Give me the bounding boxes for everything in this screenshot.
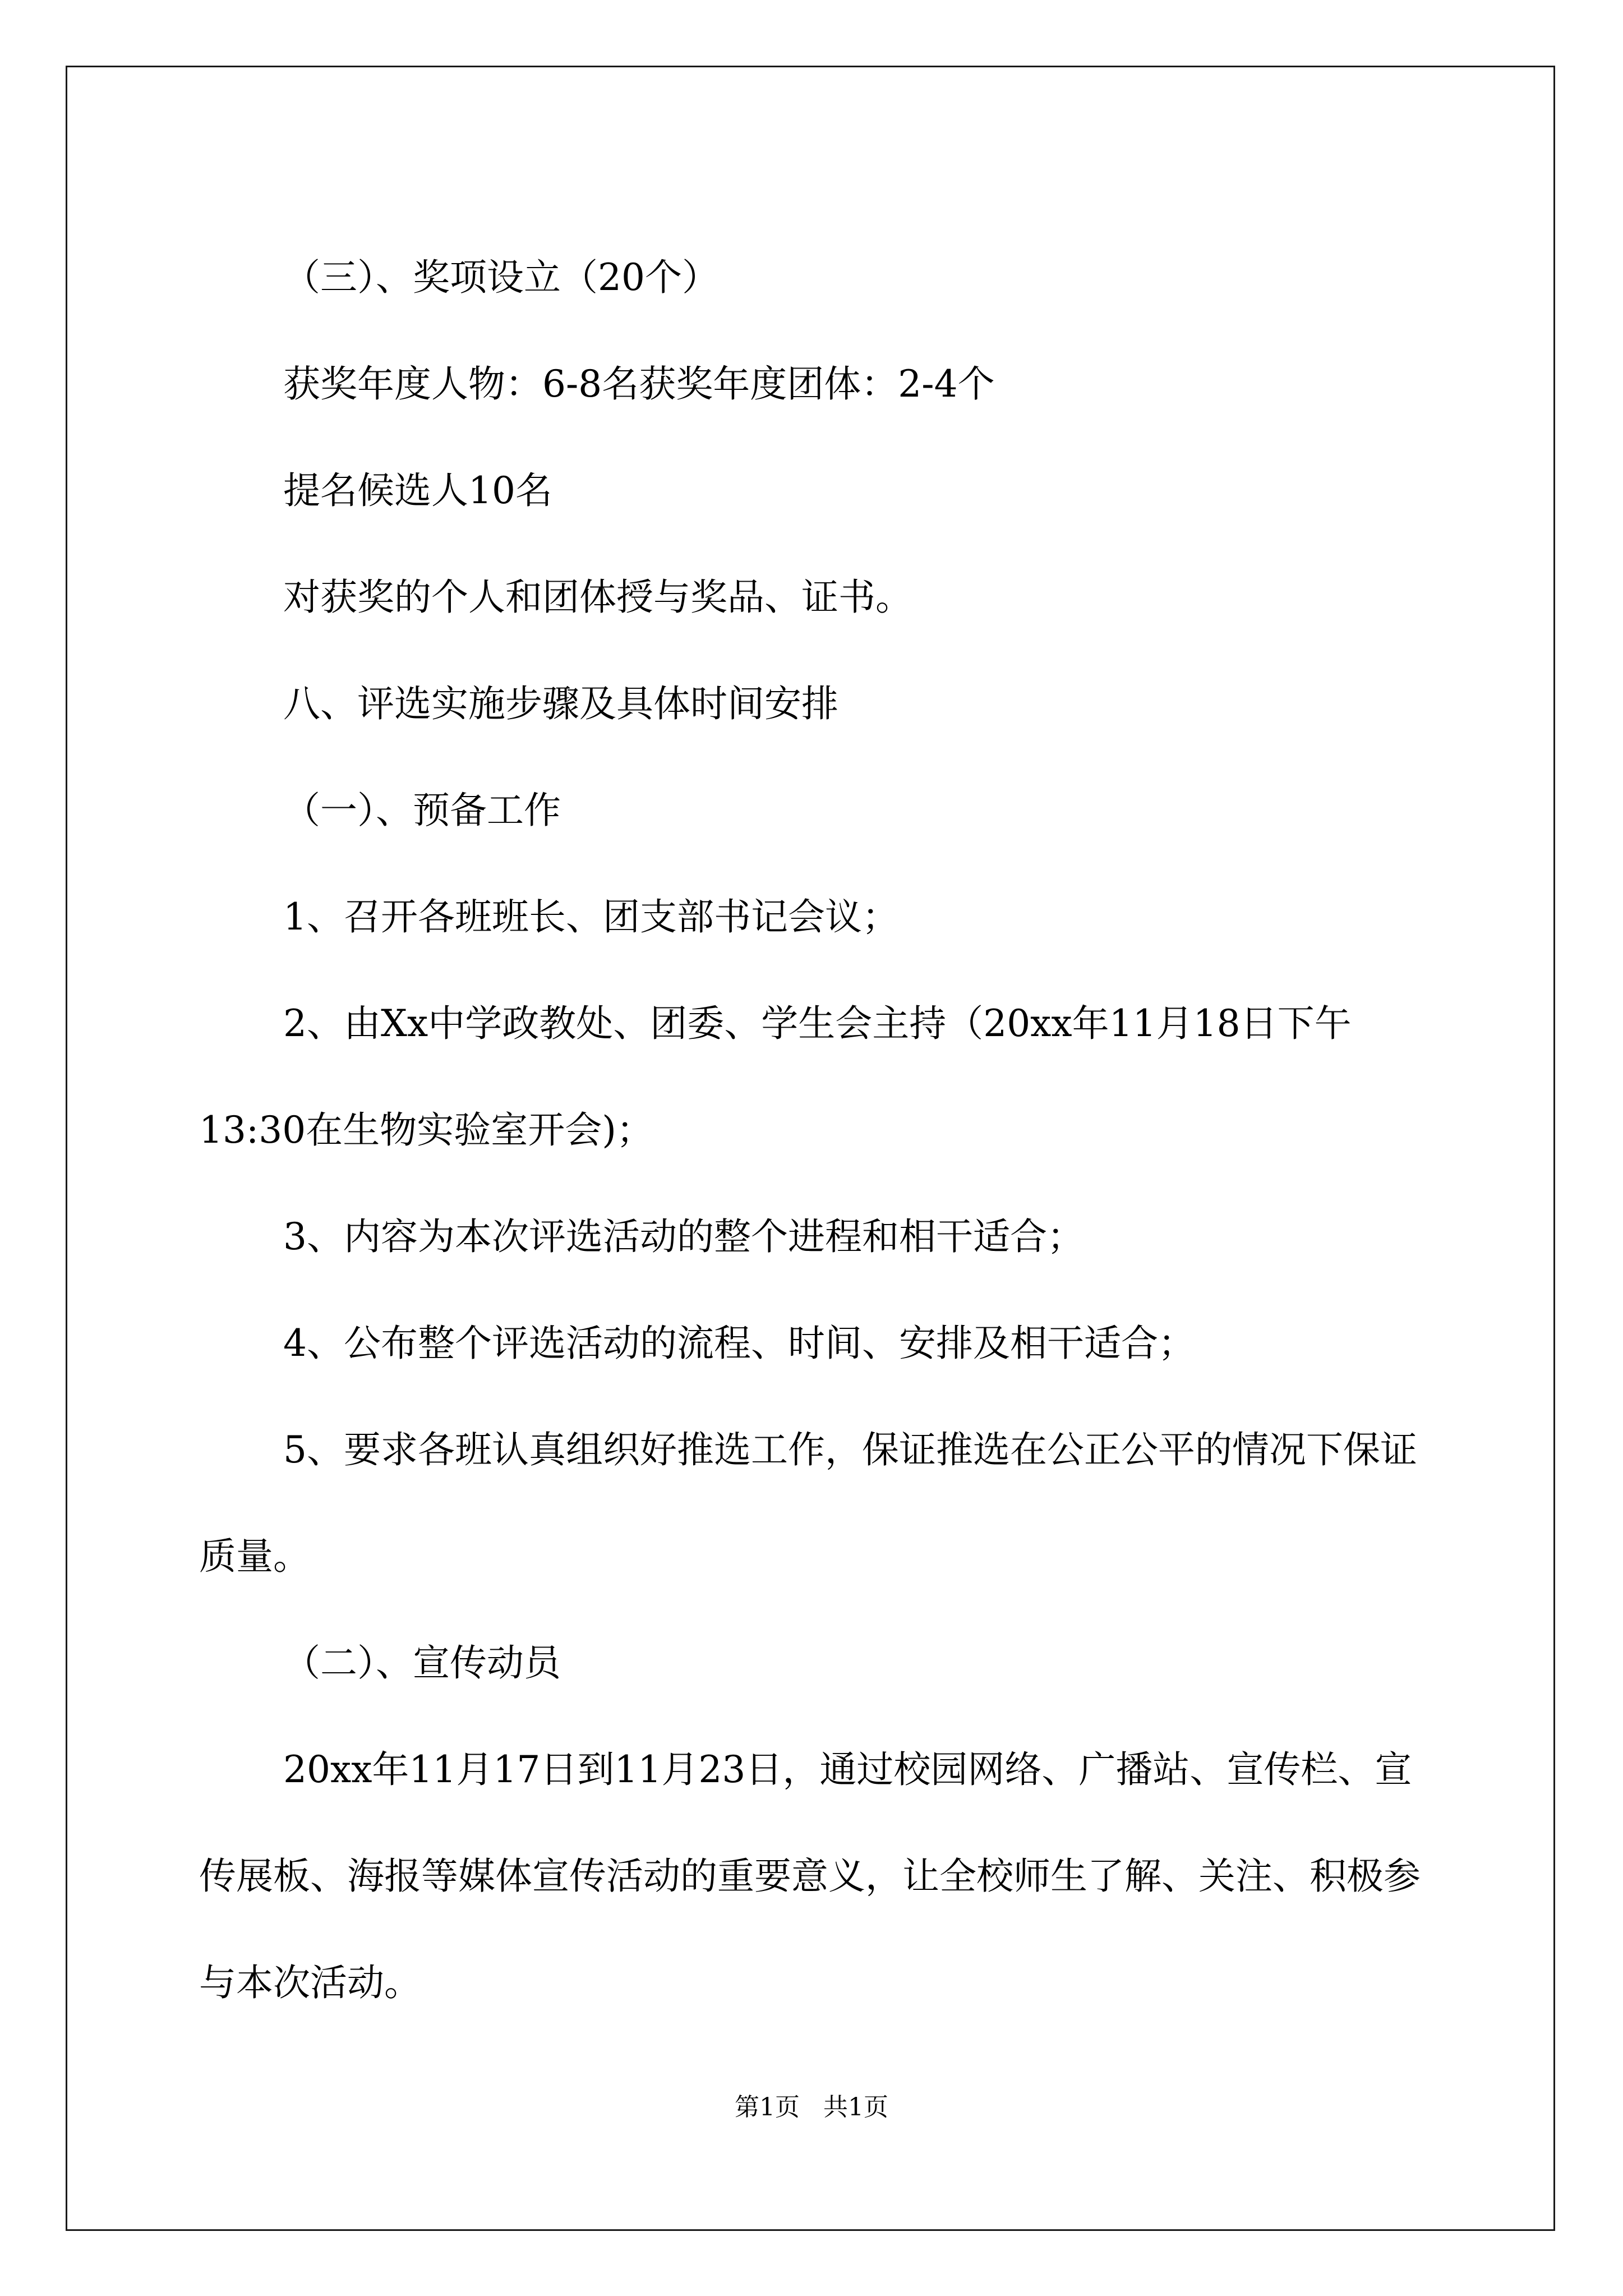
document-body [199, 224, 1433, 2036]
paragraph-prizes: 对获奖的个人和团体授与奖品、证书。 [283, 576, 912, 619]
paragraph-award-setup-heading: （三）、奖项设立（20个） [283, 256, 719, 299]
paragraph-item-1: 1、召开各班班长、团支部书记会议； [283, 895, 899, 938]
paragraph-publicity-heading: （二）、宣传动员 [283, 1641, 561, 1685]
paragraph-award-counts: 获奖年度人物：6-8名获奖年度团体：2-4个 [283, 362, 995, 406]
paragraph-preparation-heading: （一）、预备工作 [283, 789, 561, 832]
paragraph-publicity-body: 20xx年11月17日到11月23日，通过校园网络、广播站、宣传栏、宣传展板、海报等媒体宣传活动的重要意义，让全校师生了解、关注、积极参与本次活动。 [199, 1748, 1421, 2004]
paragraph-item-3: 3、内容为本次评选活动的整个进程和相干适合； [283, 1215, 1084, 1258]
page-footer [0, 2087, 1623, 2123]
page-number-label: 第1页 共1页 [735, 2093, 888, 2122]
paragraph-nominees: 提名候选人10名 [283, 469, 552, 512]
paragraph-section-eight-heading: 八、评选实施步骤及具体时间安排 [283, 682, 838, 725]
paragraph-item-2: 2、由Xx中学政教处、团委、学生会主持（20xx年11月18日下午13:30在生物实验室开会)； [199, 1002, 1352, 1152]
paragraph-item-4: 4、公布整个评选活动的流程、时间、安排及相干适合； [283, 1322, 1195, 1365]
paragraph-item-5: 5、要求各班认真组织好推选工作，保证推选在公正公平的情况下保证质量。 [199, 1428, 1417, 1578]
